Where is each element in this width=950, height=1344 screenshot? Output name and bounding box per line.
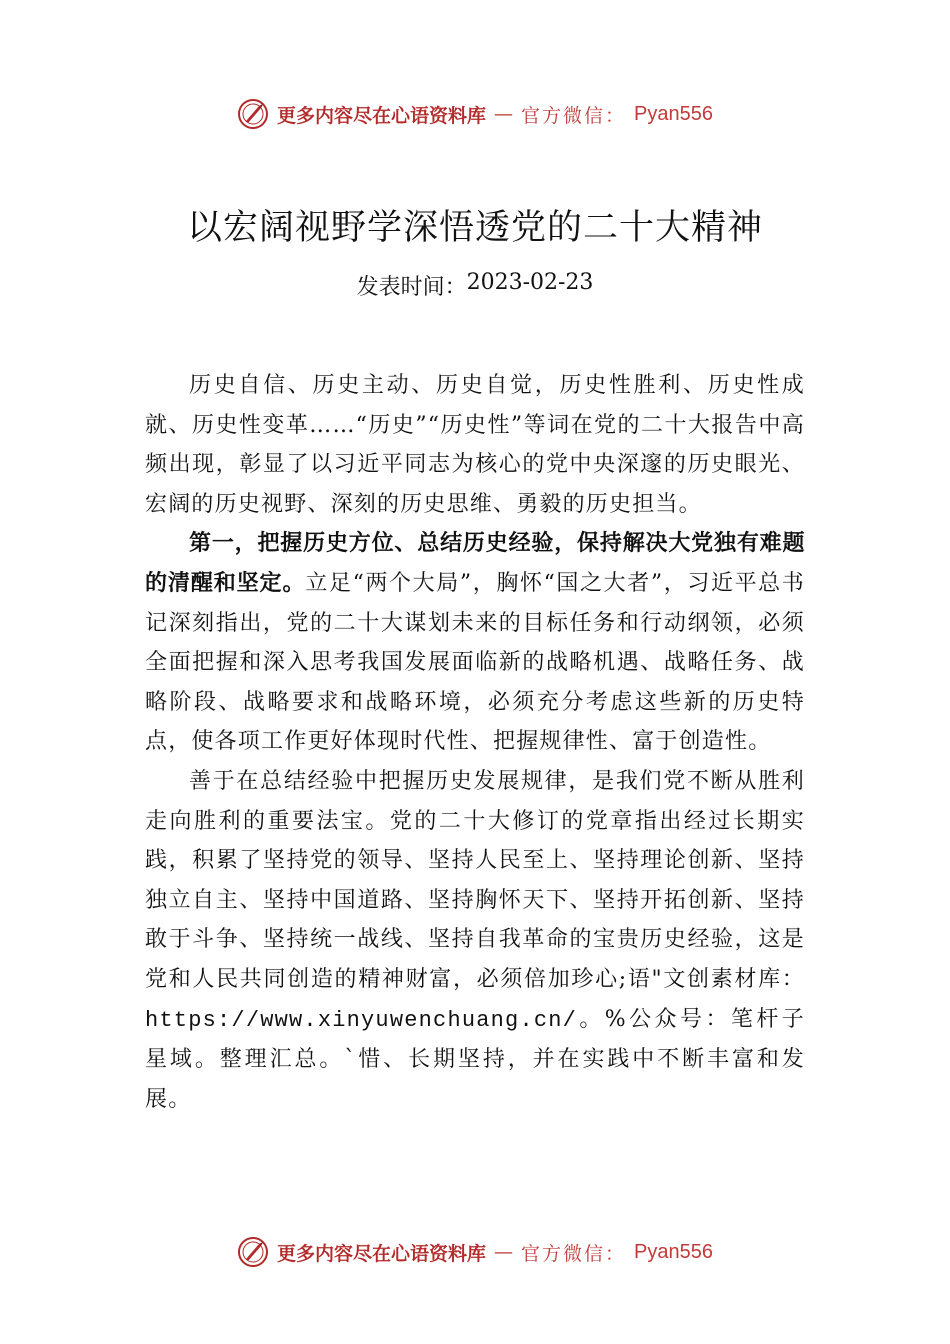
paragraph-2-text: 立足“两个大局”，胸怀“国之大者”，习近平总书记深刻指出，党的二十大谋划未来的目标任务和行动纲领，必须全面把握和深入思考我国发展面临新的战略机遇、战略任务、战略阶段、战略要求和战略环境，必须充分考虑这些新的历史特点，使各项工作更好体现时代性、把握规律性、富于创造性。 [145,570,805,755]
banner-wechat-id: Pyan556 [634,102,713,125]
paragraph-3-url: https://www.xinyuwenchuang.cn/ [145,1007,578,1033]
banner-separator: — [494,103,514,125]
footer-wechat-label: 官方微信： [521,1242,627,1265]
banner-brand: 更多内容尽在心语资料库 [277,104,487,127]
header-banner [0,94,950,134]
publish-date-label: 发表时间： [356,275,467,300]
paragraph-3-text: 善于在总结经验中把握历史发展规律，是我们党不断从胜利走向胜利的重要法宝。党的二十大修订的党章指出经过长期实践，积累了坚持党的领导、坚持人民至上、坚持理论创新、坚持独立自主、坚持中国道路、坚持胸怀天下、坚持开拓创新、坚持敢于斗争、坚持统一战线、坚持自我革命的宝贵历史经验，这是党和人民共同创造的精神财富，必须倍加珍心;语"文创素材库： [145,768,805,992]
banner-wechat-label: 官方微信： [521,104,627,127]
paragraph-2-lead: 第一，把握历史方位、总结历史经验，保持解决大党独有难题的清醒和坚定。 [145,531,805,596]
publish-date-value: 2023-02-23 [466,270,594,295]
footer-banner [0,1232,950,1272]
publish-date [0,270,950,301]
article-body [145,366,805,1119]
paragraph-3-tail: 。%公众号：笔杆子星域。整理汇总。`惜、长期坚持，并在实践中不断丰富和发展。 [145,1006,805,1112]
paragraph-1 [145,366,805,524]
quill-seal-icon [237,98,269,130]
quill-seal-icon [237,1236,269,1268]
article-title: 以宏阔视野学深悟透党的二十大精神 [186,208,763,248]
footer-wechat-id: Pyan556 [634,1240,713,1263]
paragraph-1-text: 历史自信、历史主动、历史自觉，历史性胜利、历史性成就、历史性变革……“历史”“历史性”等词在党的二十大报告中高频出现，彰显了以习近平同志为核心的党中央深邃的历史眼光、宏阔的历史视野、深刻的历史思维、勇毅的历史担当。 [145,373,805,517]
footer-brand: 更多内容尽在心语资料库 [277,1242,487,1265]
paragraph-2 [145,524,805,762]
footer-separator: — [494,1241,514,1263]
paragraph-3 [145,762,805,1119]
